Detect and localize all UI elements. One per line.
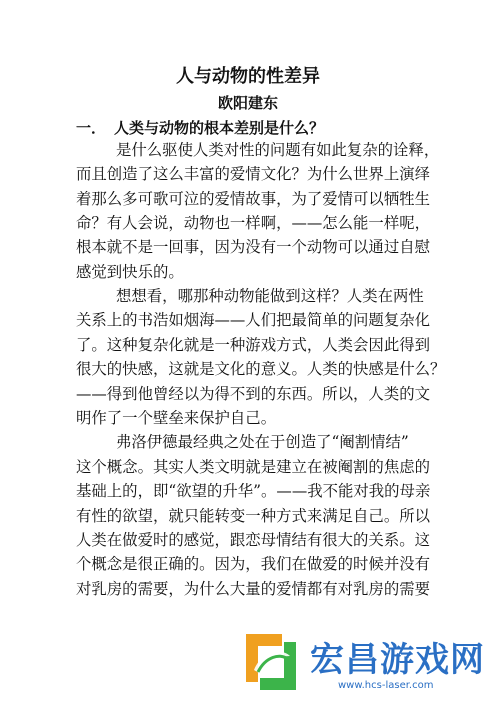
- paragraph-line: 了。这种复杂化就是一种游戏方式，人类会因此得到: [76, 336, 430, 354]
- paragraph-line: 想想看，哪那种动物能做到这样？人类在两性: [116, 287, 424, 305]
- paragraph-line: 很大的快感，这就是文化的意义。人类的快感是什么？: [76, 360, 446, 378]
- paragraph-line: 人类在做爱时的感觉，跟恋母情结有很大的关系。这: [76, 531, 430, 549]
- paragraph-line: 感觉到快乐的。: [76, 263, 184, 281]
- paragraph-line: 个概念是很正确的。因为，我们在做爱的时候并没有: [76, 555, 430, 573]
- paragraph-line: 弗洛伊德最经典之处在于创造了“阉割情结”: [116, 433, 409, 451]
- watermark-logo-icon: [238, 626, 304, 698]
- paragraph-line: 这个概念。其实人类文明就是建立在被阉割的焦虑的: [76, 458, 430, 476]
- section-title: 人类与动物的根本差别是什么？: [114, 119, 325, 137]
- paragraph-line: 对乳房的需要，为什么大量的爱情都有对乳房的需要: [76, 580, 430, 598]
- paragraph-line: 命？有人会说，动物也一样啊，——怎么能一样呢，: [76, 214, 430, 232]
- paragraph-line: 基础上的，即“欲望的升华”。——我不能对我的母亲: [76, 482, 431, 500]
- paragraph-line: 有性的欲望，就只能转变一种方式来满足自己。所以: [76, 507, 430, 525]
- paragraph-line: 明作了一个壁垒来保护自己。: [76, 409, 277, 427]
- paragraph-line: ——得到他曾经以为得不到的东西。所以，人类的文: [76, 385, 430, 403]
- paragraph-line: 是什么驱使人类对性的问题有如此复杂的诠释，: [116, 141, 440, 159]
- section-number: 一．: [76, 119, 107, 137]
- paragraph-line: 根本就不是一回事，因为没有一个动物可以通过自慰: [76, 238, 430, 256]
- paragraph-line: 着那么多可歌可泣的爱情故事，为了爱情可以牺牲生: [76, 190, 430, 208]
- watermark-site-name: 宏昌游戏网: [310, 640, 485, 680]
- paragraph-line: 而且创造了这么丰富的爱情文化？为什么世界上演绎: [76, 165, 430, 183]
- section-heading: [76, 117, 324, 138]
- document-title: 人与动物的性差异: [176, 66, 320, 87]
- paragraph-line: 关系上的书浩如烟海——人们把最简单的问题复杂化: [76, 311, 430, 329]
- watermark-url: www.hcs-laser.com: [338, 680, 434, 691]
- author-name: 欧阳建东: [217, 94, 278, 112]
- watermark: [232, 622, 496, 702]
